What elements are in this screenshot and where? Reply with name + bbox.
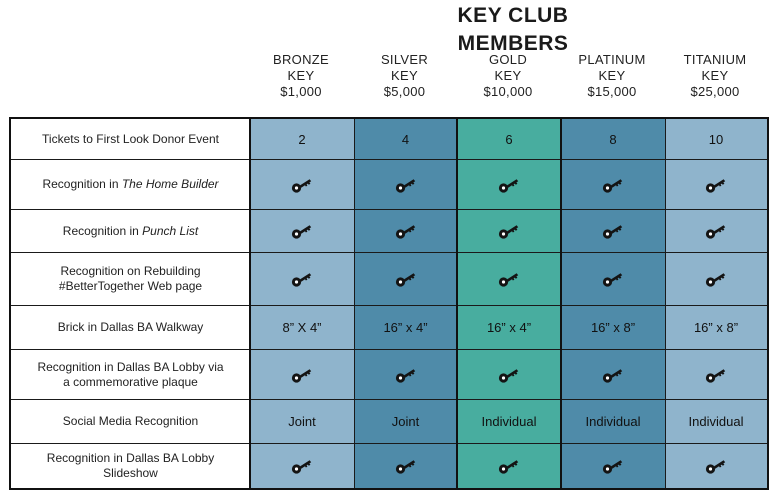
tier-header-platinum <box>560 52 664 100</box>
key-icon <box>498 366 520 384</box>
tier-name: GOLD <box>488 52 528 67</box>
benefit-label-text: Social Media Recognition <box>62 414 199 428</box>
tier-cell-platinum <box>561 210 665 252</box>
tier-cell-silver <box>354 119 457 159</box>
tier-cell-titanium <box>665 306 767 349</box>
tier-value: Joint <box>391 414 420 429</box>
benefit-label-cell <box>11 253 250 305</box>
tier-value: 2 <box>298 131 306 147</box>
tier-cell-silver <box>354 306 457 349</box>
tier-value: Individual <box>585 414 641 429</box>
tier-price: $10,000 <box>483 84 533 99</box>
tier-cell-gold <box>457 444 561 488</box>
key-icon <box>498 270 520 288</box>
key-icon <box>395 366 417 384</box>
benefit-label-publication: The Home Builder <box>121 177 219 191</box>
column-divider <box>354 119 355 488</box>
benefit-label-cell <box>11 400 250 443</box>
benefit-label-text: Recognition in Dallas BA Lobby via <box>37 359 224 374</box>
benefit-label <box>42 132 219 147</box>
tier-value: 16” x 8” <box>693 320 739 335</box>
table-row <box>11 119 767 159</box>
key-icon <box>291 270 313 288</box>
tier-cell-gold <box>457 253 561 305</box>
tier-cell-platinum <box>561 119 665 159</box>
key-icon <box>705 457 727 475</box>
key-icon <box>291 176 313 194</box>
table-row <box>11 305 767 349</box>
benefit-label-cell <box>11 210 250 252</box>
tier-cell-platinum <box>561 350 665 399</box>
tier-cell-platinum <box>561 306 665 349</box>
tier-header-gold <box>456 52 560 100</box>
tier-header-silver <box>353 52 456 100</box>
key-icon <box>395 270 417 288</box>
tier-cell-titanium <box>665 253 767 305</box>
tier-key-label: KEY <box>494 68 522 83</box>
tier-name: PLATINUM <box>578 52 646 67</box>
tier-value: 16” x 8” <box>590 320 636 335</box>
tier-value: 6 <box>505 131 513 147</box>
tier-price: $1,000 <box>280 84 322 99</box>
benefit-label <box>63 224 198 239</box>
tier-cell-bronze <box>250 253 354 305</box>
table-row <box>11 399 767 443</box>
tier-cell-titanium <box>665 350 767 399</box>
tier-value: 16” x 4” <box>486 320 532 335</box>
tier-cell-bronze <box>250 119 354 159</box>
tier-cell-bronze <box>250 350 354 399</box>
tier-cell-silver <box>354 444 457 488</box>
tier-cell-titanium <box>665 119 767 159</box>
tier-value: Individual <box>688 414 744 429</box>
benefit-label-text: Recognition in Dallas BA Lobby <box>46 451 215 465</box>
table-row <box>11 159 767 209</box>
tier-cell-titanium <box>665 160 767 209</box>
tier-price: $5,000 <box>383 84 426 99</box>
tier-value: 4 <box>401 131 410 147</box>
tier-name: TITANIUM <box>683 52 747 67</box>
tier-cell-platinum <box>561 253 665 305</box>
tier-cell-silver <box>354 253 457 305</box>
table-row <box>11 209 767 252</box>
tier-price: $25,000 <box>690 84 740 99</box>
key-icon <box>291 457 313 475</box>
benefit-label-cell <box>11 306 250 349</box>
key-icon <box>291 222 313 240</box>
benefit-label-text: Recognition in <box>42 177 122 191</box>
tier-cell-titanium <box>665 444 767 488</box>
key-icon <box>602 457 624 475</box>
tier-cell-gold <box>457 306 561 349</box>
key-icon <box>395 457 417 475</box>
tier-key-label: KEY <box>391 68 418 83</box>
benefit-label-line2: Slideshow <box>103 466 158 480</box>
tier-cell-silver <box>354 350 457 399</box>
benefit-label <box>47 451 214 481</box>
tier-name: SILVER <box>380 52 429 67</box>
key-icon <box>705 270 727 288</box>
key-icon <box>602 176 624 194</box>
tier-cell-titanium <box>665 210 767 252</box>
key-icon <box>498 176 520 194</box>
benefit-label <box>59 264 202 294</box>
key-icon <box>602 270 624 288</box>
benefit-label-text: Recognition in <box>62 223 143 238</box>
benefit-label-cell <box>11 119 250 159</box>
page-title: KEY CLUB MEMBERS <box>457 4 569 55</box>
tier-cell-bronze <box>250 210 354 252</box>
benefit-label-text: Brick in Dallas BA Walkway <box>57 320 204 334</box>
benefit-label-cell <box>11 160 250 209</box>
benefit-label-cell <box>11 444 250 488</box>
tier-cell-silver <box>354 160 457 209</box>
column-divider <box>560 119 562 488</box>
benefit-label-text: Tickets to First Look Donor Event <box>42 131 219 146</box>
key-icon <box>705 222 727 240</box>
column-divider <box>249 119 251 488</box>
table-row <box>11 349 767 399</box>
tier-cell-gold <box>457 400 561 443</box>
key-icon <box>602 222 624 240</box>
key-icon <box>291 366 313 384</box>
tier-cell-gold <box>457 119 561 159</box>
tier-cell-silver <box>354 400 457 443</box>
tier-cell-titanium <box>665 400 767 443</box>
key-icon <box>395 222 417 240</box>
benefit-label-line2: a commemorative plaque <box>63 374 198 389</box>
tier-value: 10 <box>708 131 724 147</box>
tier-value: 16” x 4” <box>383 320 428 335</box>
benefit-label-line2: #BetterTogether Web page <box>58 279 203 293</box>
tier-name: BRONZE <box>273 52 329 67</box>
column-divider <box>456 119 458 488</box>
tier-cell-gold <box>457 160 561 209</box>
key-icon <box>395 176 417 194</box>
tier-value: 8” X 4” <box>282 320 322 335</box>
key-icon <box>498 222 520 240</box>
tier-key-label: KEY <box>287 68 315 83</box>
table-row <box>11 443 767 488</box>
tier-cell-bronze <box>250 444 354 488</box>
tier-value: Joint <box>288 414 316 429</box>
key-icon <box>705 176 727 194</box>
benefit-label <box>42 177 218 192</box>
tier-cell-platinum <box>561 444 665 488</box>
key-icon <box>498 457 520 475</box>
tier-value: Individual <box>481 414 537 429</box>
key-icon <box>705 366 727 384</box>
tier-cell-platinum <box>561 400 665 443</box>
benefit-label-cell <box>11 350 250 399</box>
tier-cell-bronze <box>250 160 354 209</box>
benefit-label <box>63 414 198 429</box>
tier-value: 8 <box>609 131 617 147</box>
tier-header-titanium <box>664 52 766 100</box>
tier-cell-bronze <box>250 306 354 349</box>
tier-cell-platinum <box>561 160 665 209</box>
tier-key-label: KEY <box>598 68 626 83</box>
tier-cell-silver <box>354 210 457 252</box>
tier-key-label: KEY <box>701 68 729 83</box>
benefits-table <box>9 117 769 490</box>
tier-price: $15,000 <box>587 84 637 99</box>
benefit-label-publication: Punch List <box>142 223 199 238</box>
table-row <box>11 252 767 305</box>
tier-cell-bronze <box>250 400 354 443</box>
benefit-label-text: Recognition on Rebuilding <box>60 264 201 278</box>
tier-header-bronze <box>249 52 353 100</box>
key-icon <box>602 366 624 384</box>
benefit-label <box>37 360 223 390</box>
tier-cell-gold <box>457 350 561 399</box>
tier-cell-gold <box>457 210 561 252</box>
benefit-label <box>58 320 204 335</box>
column-divider <box>665 119 666 488</box>
